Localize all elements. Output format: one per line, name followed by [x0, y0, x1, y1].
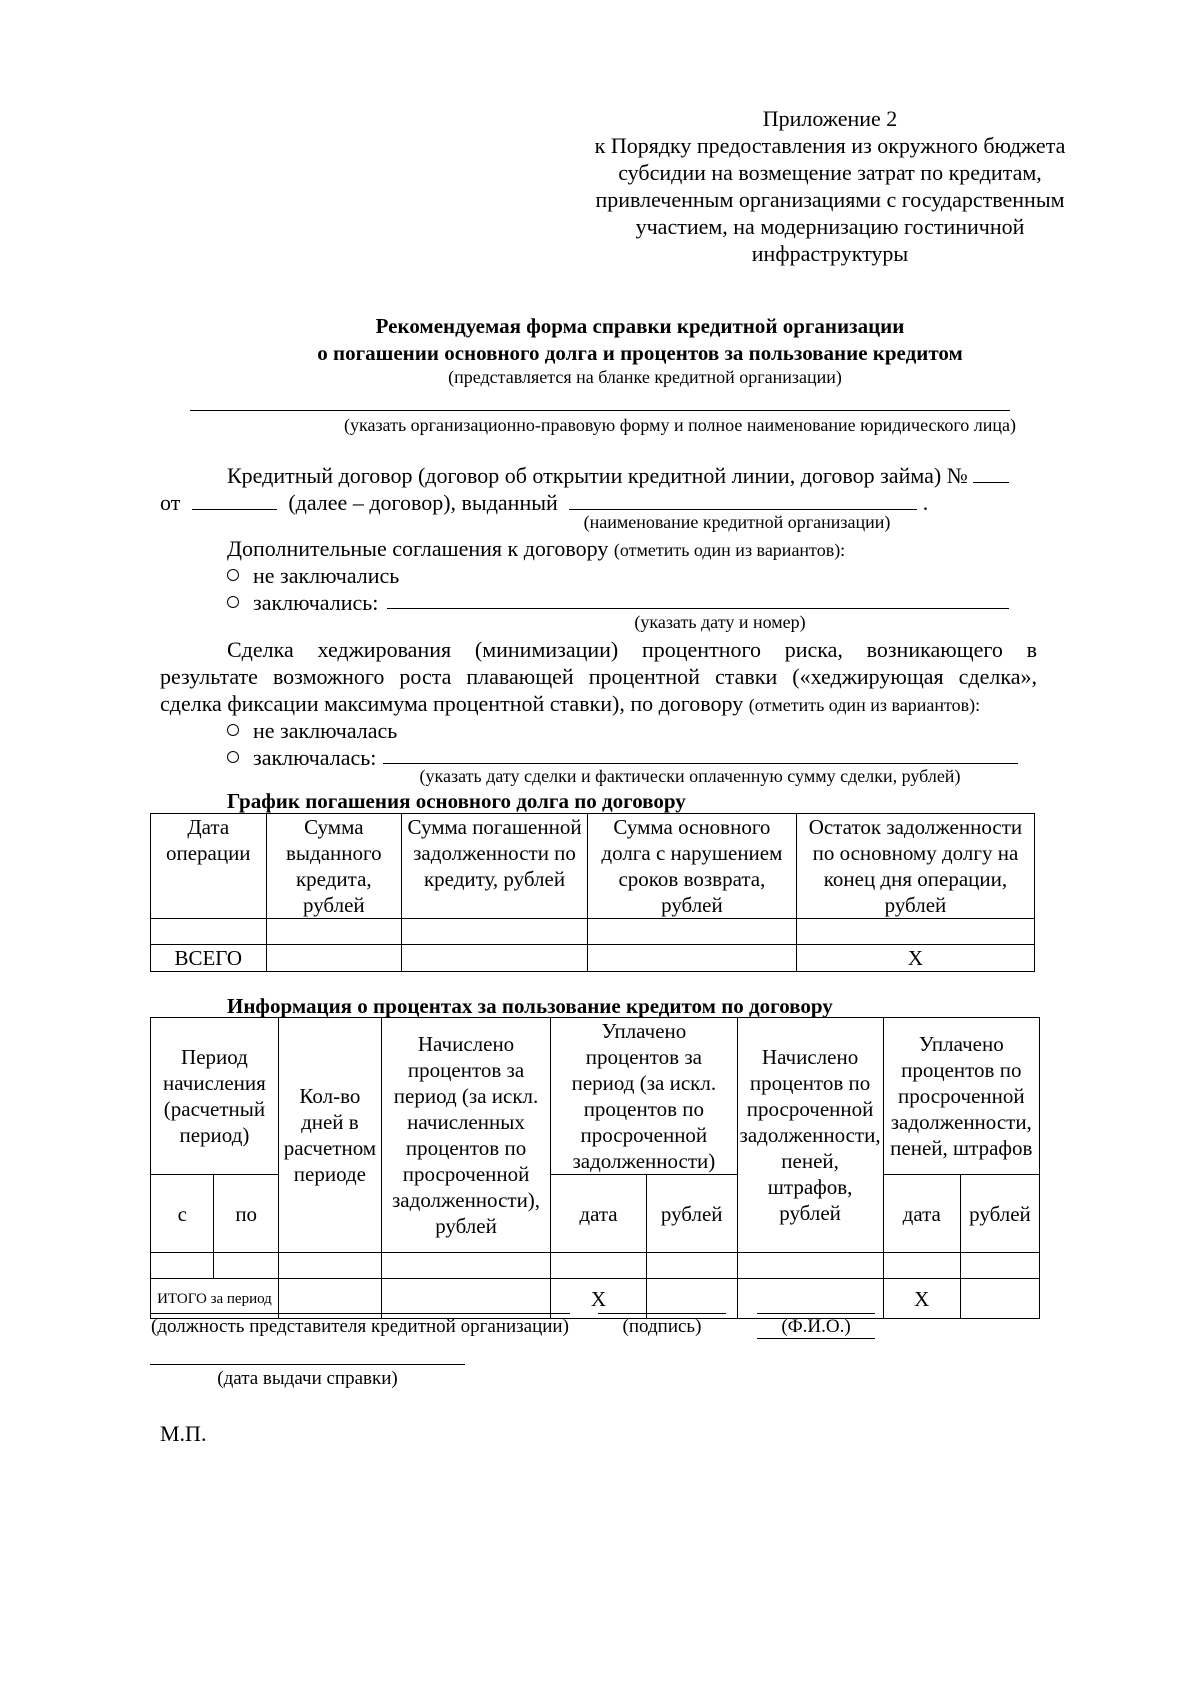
bank-name-caption: (наименование кредитной организации)	[583, 512, 891, 532]
table2-title: Информация о процентах за пользование кредитом по договору	[227, 994, 833, 1018]
total-label: ИТОГО за период	[151, 1279, 279, 1319]
th-days: Кол-во дней в расчетном периоде	[278, 1018, 381, 1253]
th-operation-date: Дата операции	[151, 814, 267, 919]
table-cell[interactable]	[551, 1253, 647, 1279]
agreements-option-none-label: не заключались	[253, 563, 400, 588]
table-cell[interactable]	[960, 1253, 1039, 1279]
hedge-line-2: результате возможного роста плавающей процентной ставки («хеджирующая сделка»,	[160, 664, 1037, 689]
table-row	[151, 919, 1035, 945]
contract-from-label: от	[160, 490, 181, 515]
agreements-caption: (указать дату и номер)	[634, 612, 806, 632]
contract-text: Кредитный договор (договор об открытии кредитной линии, договор займа) №	[227, 463, 968, 488]
table-cell[interactable]	[266, 945, 402, 972]
signature-caption: (подпись)	[622, 1316, 702, 1337]
total-label: ВСЕГО	[151, 945, 267, 972]
fio-caption: (Ф.И.О.)	[757, 1315, 875, 1339]
hedge-option-concluded[interactable]	[227, 744, 376, 771]
table-row	[151, 1253, 1040, 1279]
hedge-line-3-text: сделка фиксации максимума процентной ставки), по договору	[160, 691, 744, 716]
table-cell[interactable]	[278, 1253, 381, 1279]
th-repaid-amount: Сумма погашенной задолженности по кредиту, рублей	[402, 814, 588, 919]
signature-field[interactable]	[598, 1312, 726, 1314]
th-from: с	[151, 1175, 214, 1253]
stamp-label: М.П.	[160, 1421, 207, 1446]
table-cell[interactable]	[402, 919, 588, 945]
th-paid-overdue: Уплачено процентов по просроченной задолженности, пеней, штрафов	[883, 1018, 1039, 1175]
th-period: Период начисления (расчетный период)	[151, 1018, 279, 1175]
fio-field[interactable]	[757, 1312, 875, 1314]
th-overdue-principal: Сумма основного долга с нарушением сроков возврата, рублей	[587, 814, 796, 919]
interest-table	[150, 1017, 1040, 1319]
table-cell[interactable]	[960, 1279, 1039, 1319]
form-title-line-2: о погашении основного долга и процентов за пользование кредитом	[317, 341, 963, 365]
th-issued-amount: Сумма выданного кредита, рублей	[266, 814, 402, 919]
agreements-label-line	[227, 535, 845, 562]
form-title-note: (представляется на бланке кредитной организации)	[448, 367, 842, 387]
org-name-field[interactable]	[190, 392, 1010, 411]
total-row	[151, 945, 1035, 972]
issue-date-caption: (дата выдачи справки)	[217, 1368, 398, 1389]
contract-line-2-text: (далее – договор), выданный	[288, 490, 558, 515]
th-remaining-debt: Остаток задолженности по основному долгу на конец дня операции, рублей	[796, 814, 1034, 919]
table-cell[interactable]	[587, 945, 796, 972]
th-paid: Уплачено процентов за период (за искл. процентов по просроченной задолженности)	[551, 1018, 737, 1175]
hedge-line-3	[160, 690, 980, 717]
annex-line-3: привлеченным организациями с государственным	[595, 187, 1065, 212]
table-cell[interactable]	[381, 1253, 550, 1279]
issue-date-field[interactable]	[150, 1363, 465, 1365]
hedge-option-none-label: не заключалась	[253, 718, 398, 743]
table-cell[interactable]	[587, 919, 796, 945]
annex-line-5: инфраструктуры	[751, 241, 909, 266]
form-title-line-1: Рекомендуемая форма справки кредитной организации	[375, 314, 905, 338]
contract-line-1	[227, 462, 1009, 489]
annex-line-2: субсидии на возмещение затрат по кредитам,	[618, 160, 1042, 185]
radio-icon[interactable]	[227, 596, 239, 608]
contract-number-field[interactable]	[973, 462, 1009, 483]
table-cell[interactable]	[266, 919, 402, 945]
th-to: по	[214, 1175, 278, 1253]
table-cell[interactable]	[796, 919, 1034, 945]
table-cell[interactable]	[151, 1253, 214, 1279]
radio-icon[interactable]	[227, 569, 239, 581]
bank-name-field[interactable]	[569, 489, 917, 510]
hedge-option-none[interactable]	[227, 717, 397, 744]
th-paid-overdue-rub: рублей	[960, 1175, 1039, 1253]
th-accrued-overdue: Начислено процентов по просроченной задолженности, пеней, штрафов, рублей	[737, 1018, 883, 1253]
total-mark: X	[796, 945, 1034, 972]
hedge-caption: (указать дату сделки и фактически оплаченную сумму сделки, рублей)	[419, 766, 961, 786]
table-cell[interactable]	[737, 1253, 883, 1279]
table-cell[interactable]	[214, 1253, 278, 1279]
th-paid-date: дата	[551, 1175, 647, 1253]
hedge-line-1: Сделка хеджирования (минимизации) процентного риска, возникающего в	[227, 637, 1037, 662]
org-name-caption: (указать организационно-правовую форму и полное наименование юридического лица)	[343, 415, 1016, 435]
hedge-option-concluded-label: заключалась:	[253, 745, 377, 770]
th-paid-overdue-date: дата	[883, 1175, 960, 1253]
contract-period: .	[922, 490, 929, 515]
position-caption: (должность представителя кредитной организации)	[151, 1316, 569, 1337]
agreements-hint: (отметить один из вариантов):	[613, 540, 846, 560]
agreements-label: Дополнительные соглашения к договору	[227, 536, 609, 561]
repayment-table	[150, 813, 1035, 972]
table1-title: График погашения основного долга по договору	[227, 789, 686, 813]
radio-icon[interactable]	[227, 751, 239, 763]
table-cell[interactable]	[646, 1253, 737, 1279]
table-cell[interactable]	[883, 1253, 960, 1279]
table-cell[interactable]	[402, 945, 588, 972]
annex-line-1: к Порядку предоставления из окружного бюджета	[594, 133, 1066, 158]
agreements-details-field[interactable]	[387, 590, 1009, 609]
agreements-option-none[interactable]	[227, 562, 399, 589]
hedge-details-field[interactable]	[383, 745, 1018, 764]
total-mark: X	[551, 1279, 647, 1319]
agreements-option-concluded[interactable]	[227, 589, 378, 616]
radio-icon[interactable]	[227, 724, 239, 736]
position-field[interactable]	[150, 1312, 570, 1314]
th-paid-rub: рублей	[646, 1175, 737, 1253]
annex-line-4: участием, на модернизацию гостиничной	[635, 214, 1025, 239]
total-mark: X	[883, 1279, 960, 1319]
table-cell[interactable]	[151, 919, 267, 945]
agreements-option-concluded-label: заключались:	[253, 590, 379, 615]
annex-number: Приложение 2	[762, 106, 898, 131]
hedge-hint: (отметить один из вариантов):	[748, 695, 981, 715]
th-accrued: Начислено процентов за период (за искл. начисленных процентов по просроченной задолженности), рублей	[381, 1018, 550, 1253]
contract-date-field[interactable]	[192, 489, 277, 510]
